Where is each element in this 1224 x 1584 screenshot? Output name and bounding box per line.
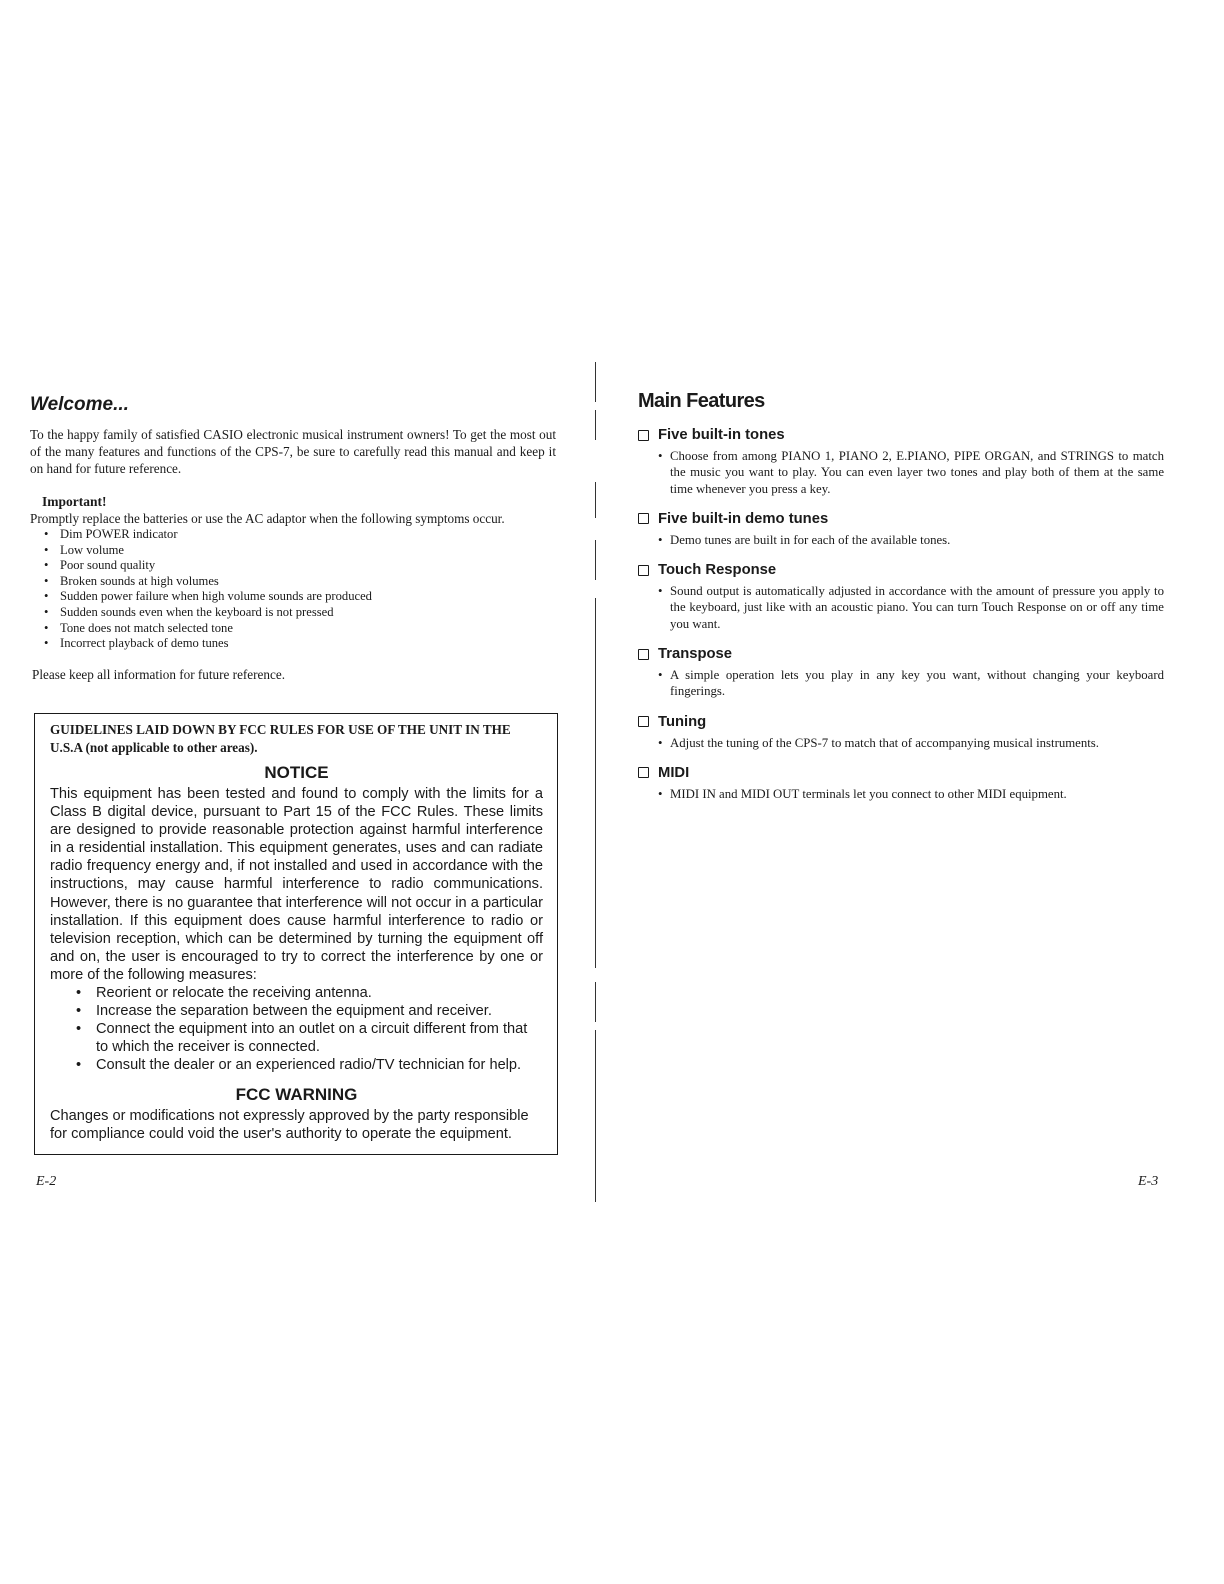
notice-title: NOTICE	[264, 763, 329, 782]
symptom-item: • Incorrect playback of demo tunes	[44, 636, 556, 652]
feature-item	[638, 763, 1164, 802]
measure-item: • Consult the dealer or an experienced radio/TV technician for help.	[76, 1056, 543, 1074]
feature-desc: • Sound output is automatically adjusted in accordance with the amount of pressure you apply to the keyboard, just like with an acoustic piano. You can turn Touch Response on or off any time you want.	[658, 583, 1164, 632]
checkbox-icon	[638, 767, 649, 778]
keep-note: Please keep all information for future reference.	[32, 666, 286, 682]
feature-title: Tuning	[658, 713, 707, 730]
feature-item	[638, 644, 1164, 700]
right-page	[638, 390, 1164, 814]
checkbox-icon	[638, 565, 649, 576]
symptom-item: • Broken sounds at high volumes	[44, 574, 556, 590]
fcc-warning-text: Changes or modifications not expressly approved by the party responsible for compliance could void the user's authority to operate the equipment.	[50, 1107, 529, 1142]
feature-desc: • Adjust the tuning of the CPS-7 to match that of accompanying musical instruments.	[658, 735, 1164, 751]
symptom-item: • Low volume	[44, 543, 556, 559]
measure-list	[50, 984, 543, 1074]
symptom-list	[30, 527, 556, 652]
feature-title: Transpose	[658, 646, 733, 663]
symptom-item: • Sudden power failure when high volume sounds are produced	[44, 589, 556, 605]
fcc-heading: GUIDELINES LAID DOWN BY FCC RULES FOR USE OF THE UNIT IN THE U.S.A (not applicable to other areas).	[50, 722, 511, 755]
symptom-item: • Poor sound quality	[44, 558, 556, 574]
measure-item: • Connect the equipment into an outlet on a circuit different from that to which the receiver is connected.	[76, 1020, 543, 1056]
symptom-item: • Dim POWER indicator	[44, 527, 556, 543]
feature-item	[638, 425, 1164, 497]
checkbox-icon	[638, 649, 649, 660]
page-number-right: E-3	[1138, 1174, 1159, 1189]
measure-item: • Increase the separation between the equipment and receiver.	[76, 1002, 543, 1020]
page-number-left: E-2	[36, 1174, 57, 1189]
feature-title: Five built-in tones	[658, 427, 785, 443]
checkbox-icon	[638, 430, 649, 441]
feature-desc: • A simple operation lets you play in any key you want, without changing your keyboard fingerings.	[658, 667, 1164, 700]
checkbox-icon	[638, 513, 649, 524]
measure-item: • Reorient or relocate the receiving antenna.	[76, 984, 543, 1002]
page-fold-divider	[595, 362, 597, 1202]
fcc-guidelines-box	[34, 713, 558, 1155]
welcome-title: Welcome...	[30, 394, 129, 415]
fcc-warning-title: FCC WARNING	[235, 1084, 358, 1104]
feature-title: Touch Response	[658, 562, 777, 579]
feature-desc: • MIDI IN and MIDI OUT terminals let you connect to other MIDI equipment.	[658, 786, 1164, 802]
intro-paragraph: To the happy family of satisfied CASIO electronic musical instrument owners! To get the most out of the many features and functions of the CPS-7, be sure to carefully read this manual and keep it on hand for future reference.	[30, 427, 556, 476]
notice-text: This equipment has been tested and found to comply with the limits for a Class B digital device, pursuant to Part 15 of the FCC Rules. These limits are designed to provide reasonable protection against harmful interference in a residential installation. This equipment generates, uses and can radiate radio frequency energy and, if not installed and used in accordance with the instructions, may cause harmful interference to radio communications. However, there is no guarantee that interference will not occur in a particular installation. If this equipment does cause harmful interference to radio or television reception, which can be determined by turning the equipment off and on, the user is encouraged to try to correct the interference by one or more of the following measures:	[50, 786, 543, 983]
symptom-item: • Tone does not match selected tone	[44, 621, 556, 637]
feature-item	[638, 509, 1164, 548]
feature-title: Five built-in demo tunes	[658, 510, 829, 527]
important-title: Important!	[42, 494, 107, 509]
symptom-item: • Sudden sounds even when the keyboard is not pressed	[44, 605, 556, 621]
main-features-title: Main Features	[638, 390, 765, 412]
important-text: Promptly replace the batteries or use the AC adaptor when the following symptoms occur.	[30, 511, 505, 526]
feature-desc: • Choose from among PIANO 1, PIANO 2, E.PIANO, PIPE ORGAN, and STRINGS to match the music you want to play. You can even layer two tones and play both of them at the same time whenever you press a key.	[658, 448, 1164, 497]
feature-item	[638, 560, 1164, 632]
feature-title: MIDI	[658, 764, 690, 781]
checkbox-icon	[638, 716, 649, 727]
feature-item	[638, 712, 1164, 751]
left-page	[30, 394, 556, 683]
feature-desc: • Demo tunes are built in for each of the available tones.	[658, 532, 1164, 548]
